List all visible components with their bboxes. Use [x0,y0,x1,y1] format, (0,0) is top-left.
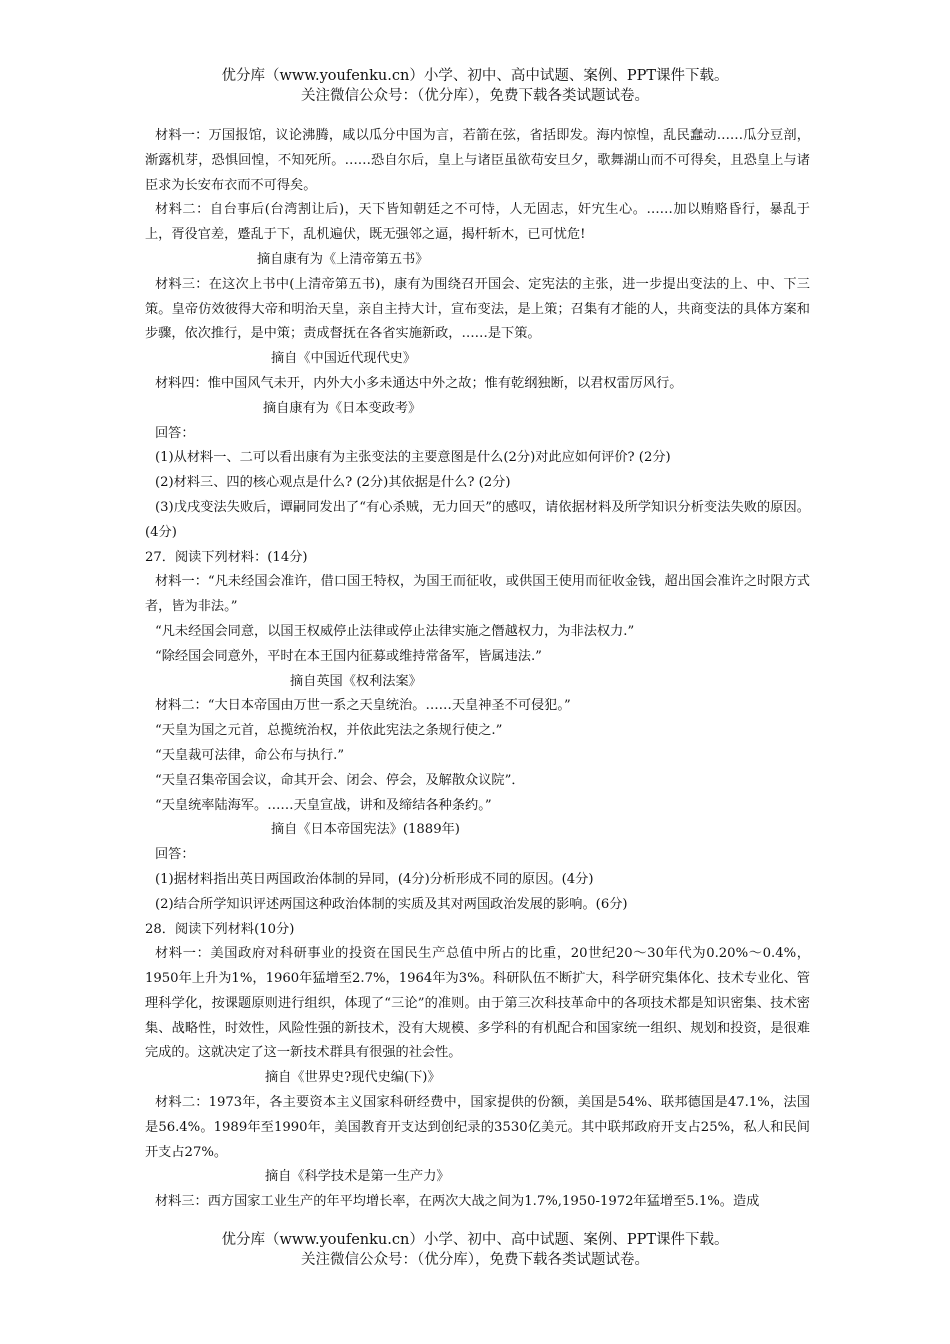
q26-material-3: 材料三：在这次上书中(上清帝第五书)，康有为围绕召开国会、定宪法的主张，进一步提出变法的上、中、下三策。皇帝仿效彼得大帝和明治天皇，亲自主持大计，宣布变法，是上策；召集有才能的人，共商变法的具体方案和步骤，依次推行，是中策；责成督抚在各省实施新政，……是下策。 [145,276,810,342]
q28-source-1: 摘自《世界史?现代史编(下)》 [265,1070,441,1086]
header-line-2: 关注微信公众号：（优分库），免费下载各类试题试卷。 [301,88,649,104]
q27-material-2: 材料二：“大日本帝国由万世一系之天皇统治。……天皇神圣不可侵犯。” [155,698,571,714]
q28-source-2: 摘自《科学技术是第一生产力》 [265,1169,450,1185]
q27-material-1-b: “凡未经国会同意，以国王权威停止法律或停止法律实施之僭越权力，为非法权力.” [155,623,635,639]
q26-question-2: (2)材料三、四的核心观点是什么? (2分)其依据是什么? (2分) [155,475,511,491]
q27-material-2-b: “天皇为国之元首，总揽统治权，并依此宪法之条规行使之.” [155,723,503,739]
footer-line-1: 优分库（www.youfenku.cn）小学、初中、高中试题、案例、PPT课件下载。 [221,1232,729,1248]
page-footer [0,1230,950,1270]
q27-title: 27．阅读下列材料：(14分) [145,549,308,565]
q26-answer-label: 回答： [155,425,195,441]
page-header [0,66,950,106]
q28-title: 28．阅读下列材料(10分) [145,921,295,937]
q27-material-2-e: “天皇统率陆海军。……天皇宣战，讲和及缔结各种条约。” [155,797,492,813]
q27-material-1: 材料一：“凡未经国会准许，借口国王特权，为国王而征收，或供国王使用而征收金钱，超出国会准许之时限方式者，皆为非法。” [145,574,810,615]
footer-line-2: 关注微信公众号：（优分库），免费下载各类试题试卷。 [301,1252,649,1268]
q26-source-3: 摘自康有为《日本变政考》 [263,400,422,416]
q27-question-1: (1)据材料指出英日两国政治体制的异同，(4分)分析形成不同的原因。(4分) [155,871,594,887]
q26-material-4: 材料四：惟中国风气未开，内外大小多未通达中外之故；惟有乾纲独断，以君权雷厉风行。 [155,375,683,391]
q26-source-1: 摘自康有为《上清帝第五书》 [257,251,429,267]
q28-material-3: 材料三：西方国家工业生产的年平均增长率，在两次大战之间为1.7%,1950-1972年猛增至5.1%。造成 [155,1194,760,1210]
header-line-1: 优分库（www.youfenku.cn）小学、初中、高中试题、案例、PPT课件下载。 [221,68,729,84]
q27-material-1-c: “除经国会同意外，平时在本王国内征募或维持常备军，皆属违法.” [155,648,542,664]
q26-material-1: 材料一：万国报馆，议论沸腾，咸以瓜分中国为言，若箭在弦，省括即发。海内惊惶，乱民蠢动……瓜分豆剖，渐露机芽，恐惧回惶，不知死所。……恐自尔后，皇上与诸臣虽欲苟安旦夕，歌舞湖山而不可得矣，且恐皇上与诸臣求为长安布衣而不可得矣。 [145,128,810,193]
document-body [145,124,810,1215]
q26-question-1: (1)从材料一、二可以看出康有为主张变法的主要意图是什么(2分)对此应如何评价? (2分) [155,450,671,466]
q27-source-1: 摘自英国《权利法案》 [290,673,422,689]
q26-source-2: 摘自《中国近代现代史》 [271,351,417,367]
q27-source-2: 摘自《日本帝国宪法》(1889年) [271,822,460,838]
q26-material-2: 材料二：自台事后(台湾割让后)，天下皆知朝廷之不可恃，人无固志，奸宄生心。……加以贿赂昏行，暴乱于上，胥役官差，蹙乱于下，乱机遍伏，既无强邻之逼，揭杆斩木，已可忧危! [145,202,810,243]
q27-question-2: (2)结合所学知识评述两国这种政治体制的实质及其对两国政治发展的影响。(6分) [155,896,628,912]
q27-answer-label: 回答： [155,847,195,863]
q27-material-2-d: “天皇召集帝国会议，命其开会、闭会、停会，及解散众议院”． [155,772,525,788]
q27-material-2-c: “天皇裁可法律，命公布与执行.” [155,747,345,763]
q28-material-2: 材料二：1973年，各主要资本主义国家科研经费中，国家提供的份额，美国是54%、联邦德国是47.1%，法国是56.4%。1989年至1990年，美国教育开支达到创纪录的3530亿美元。其中联邦政府开支占25%，私人和民间开支占27%。 [145,1095,810,1160]
q28-material-1: 材料一：美国政府对科研事业的投资在国民生产总值中所占的比重，20世纪20～30年代为0.20%～0.4%，1950年上升为1%，1960年猛增至2.7%，1964年为3%。科研队伍不断扩大，科学研究集体化、技术专业化、管理科学化，按课题原则进行组织，体现了“三论”的准则。由于第三次科技革命中的各项技术都是知识密集、技术密集、战略性，时效性，风险性强的新技术，没有大规模、多学科的有机配合和国家统一组织、规划和投资，是很难完成的。这就决定了这一新技术群具有很强的社会性。 [145,946,810,1061]
q26-question-3: (3)戊戌变法失败后，谭嗣同发出了“有心杀贼，无力回天”的感叹，请依据材料及所学知识分析变法失败的原因。 (4分) [145,499,810,540]
